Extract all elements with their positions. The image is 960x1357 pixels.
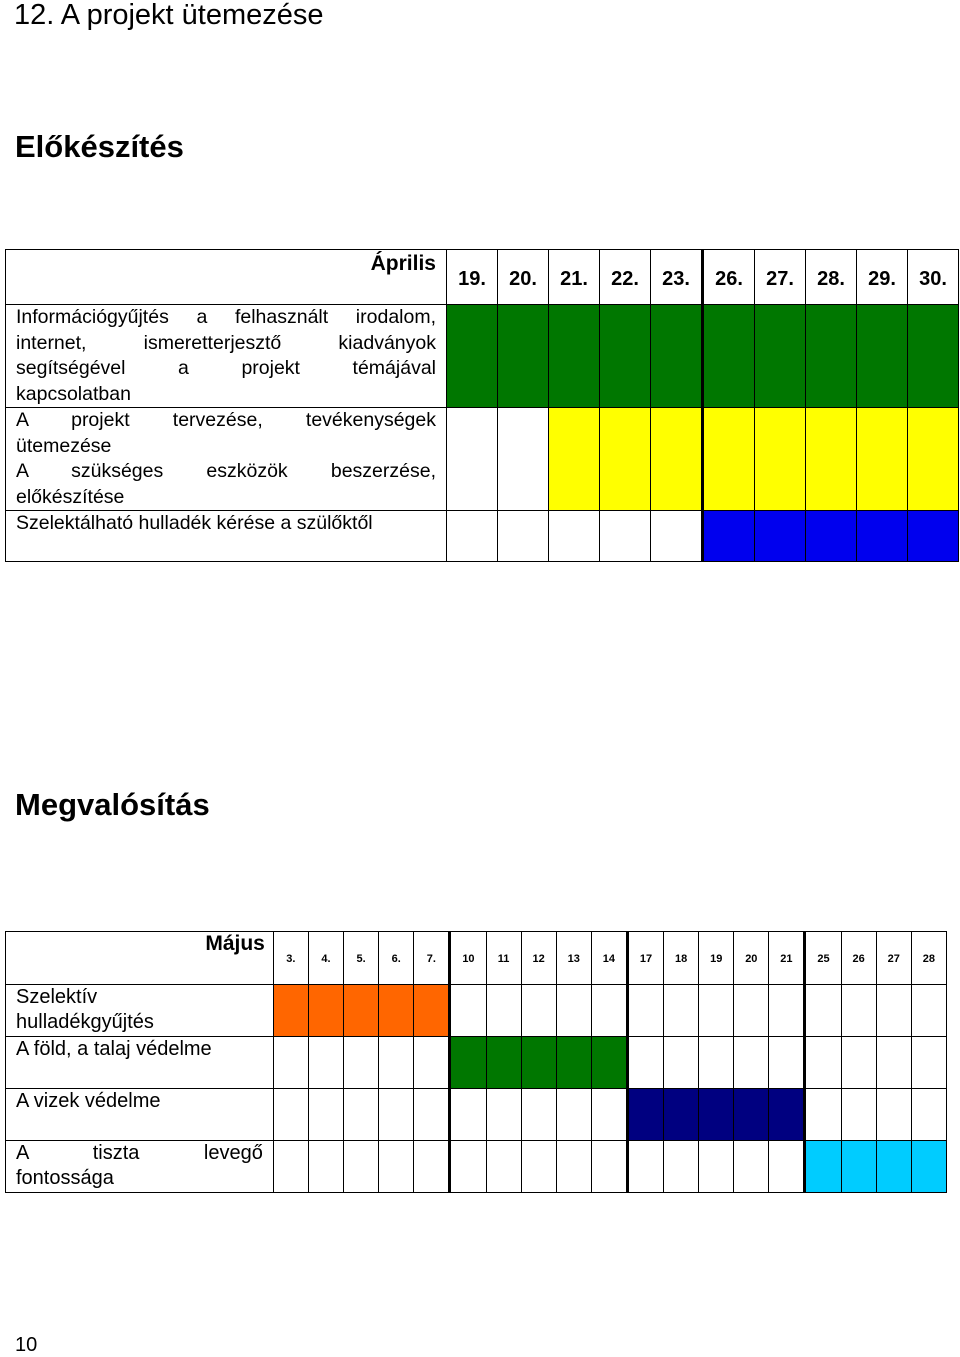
gantt-cell xyxy=(806,408,857,511)
gantt-cell xyxy=(841,1037,876,1089)
impl-day-header: 26 xyxy=(841,932,876,985)
gantt-cell xyxy=(498,305,549,408)
task-line: internet, ismeretterjesztő kiadványok xyxy=(16,331,436,354)
gantt-cell xyxy=(447,305,498,408)
impl-day-header: 4. xyxy=(308,932,343,985)
gantt-cell xyxy=(664,1141,699,1193)
gantt-cell xyxy=(486,1089,521,1141)
prep-day-header: 26. xyxy=(703,250,755,305)
gantt-cell xyxy=(755,305,806,408)
gantt-cell xyxy=(627,1141,663,1193)
impl-task-row xyxy=(6,1037,947,1089)
impl-day-header: 10 xyxy=(450,932,486,985)
gantt-cell xyxy=(857,305,908,408)
task-line: hulladékgyűjtés xyxy=(16,1011,154,1033)
gantt-cell xyxy=(734,1089,769,1141)
gantt-cell xyxy=(486,1037,521,1089)
gantt-cell xyxy=(769,1089,805,1141)
gantt-cell xyxy=(908,408,959,511)
gantt-cell xyxy=(805,1141,841,1193)
gantt-cell xyxy=(308,985,343,1037)
gantt-cell xyxy=(414,985,450,1037)
prep-day-header: 29. xyxy=(857,250,908,305)
impl-day-header: 6. xyxy=(379,932,414,985)
gantt-cell xyxy=(699,1037,734,1089)
impl-day-header: 20 xyxy=(734,932,769,985)
gantt-cell xyxy=(703,408,755,511)
prep-day-header: 30. xyxy=(908,250,959,305)
impl-task-label xyxy=(6,985,274,1037)
gantt-cell xyxy=(521,1037,556,1089)
gantt-cell xyxy=(876,1089,911,1141)
gantt-cell xyxy=(591,985,627,1037)
prep-day-header: 27. xyxy=(755,250,806,305)
gantt-cell xyxy=(591,1037,627,1089)
impl-month-label: Május xyxy=(6,932,274,985)
gantt-cell xyxy=(379,1037,414,1089)
prep-task-row xyxy=(6,408,959,511)
task-line: segítségével a projekt témájával xyxy=(16,357,436,379)
gantt-cell xyxy=(651,408,703,511)
gantt-cell xyxy=(414,1089,450,1141)
impl-task-label xyxy=(6,1089,274,1141)
gantt-cell xyxy=(664,1089,699,1141)
gantt-cell xyxy=(805,985,841,1037)
impl-task-label xyxy=(6,1037,274,1089)
task-line: Információgyűjtés a felhasznált irodalom, xyxy=(16,306,436,328)
gantt-cell xyxy=(734,985,769,1037)
impl-day-header: 13 xyxy=(556,932,591,985)
impl-day-header: 18 xyxy=(664,932,699,985)
prep-task-label xyxy=(6,408,447,511)
prep-gantt-table xyxy=(5,249,959,562)
gantt-cell xyxy=(450,1089,486,1141)
gantt-cell xyxy=(379,1089,414,1141)
gantt-cell xyxy=(549,305,600,408)
gantt-cell xyxy=(857,511,908,562)
gantt-cell xyxy=(664,985,699,1037)
impl-task-row xyxy=(6,985,947,1037)
task-line: ütemezése xyxy=(16,434,112,457)
gantt-cell xyxy=(498,511,549,562)
gantt-cell xyxy=(841,985,876,1037)
gantt-cell xyxy=(556,1089,591,1141)
gantt-cell xyxy=(703,305,755,408)
gantt-cell xyxy=(308,1037,343,1089)
gantt-cell xyxy=(755,511,806,562)
gantt-cell xyxy=(806,305,857,408)
gantt-cell xyxy=(486,1141,521,1193)
gantt-cell xyxy=(273,1037,308,1089)
gantt-cell xyxy=(703,511,755,562)
gantt-cell xyxy=(806,511,857,562)
gantt-cell xyxy=(841,1089,876,1141)
gantt-cell xyxy=(556,985,591,1037)
gantt-cell xyxy=(414,1037,450,1089)
impl-day-header: 11 xyxy=(486,932,521,985)
prep-day-header: 22. xyxy=(600,250,651,305)
gantt-cell xyxy=(308,1089,343,1141)
task-line: A tiszta levegő xyxy=(16,1142,263,1164)
gantt-cell xyxy=(379,1141,414,1193)
gantt-cell xyxy=(556,1037,591,1089)
impl-task-row xyxy=(6,1089,947,1141)
gantt-cell xyxy=(651,305,703,408)
task-line: előkészítése xyxy=(16,485,125,508)
impl-day-header: 19 xyxy=(699,932,734,985)
task-line: A szükséges eszközök beszerzése, xyxy=(16,460,436,482)
impl-gantt-table xyxy=(5,931,947,1193)
page-title: 12. A projekt ütemezése xyxy=(14,0,324,31)
impl-header-row xyxy=(6,932,947,985)
gantt-cell xyxy=(450,1037,486,1089)
task-line: A vizek védelme xyxy=(16,1090,161,1112)
task-line: Szelektív xyxy=(16,986,98,1008)
gantt-cell xyxy=(273,1141,308,1193)
gantt-cell xyxy=(908,305,959,408)
task-line: A föld, a talaj védelme xyxy=(16,1038,212,1060)
gantt-cell xyxy=(447,511,498,562)
gantt-cell xyxy=(549,408,600,511)
prep-task-label xyxy=(6,511,447,562)
task-line: Szelektálható hulladék kérése a szülőktől xyxy=(16,512,373,534)
gantt-cell xyxy=(600,511,651,562)
gantt-cell xyxy=(344,1089,379,1141)
gantt-cell xyxy=(344,985,379,1037)
gantt-cell xyxy=(273,985,308,1037)
gantt-cell xyxy=(699,985,734,1037)
gantt-cell xyxy=(556,1141,591,1193)
gantt-cell xyxy=(911,1037,946,1089)
prep-day-header: 23. xyxy=(651,250,703,305)
gantt-cell xyxy=(911,1141,946,1193)
prep-header-row xyxy=(6,250,959,305)
gantt-cell xyxy=(591,1141,627,1193)
gantt-cell xyxy=(498,408,549,511)
gantt-cell xyxy=(591,1089,627,1141)
gantt-cell xyxy=(379,985,414,1037)
prep-day-header: 19. xyxy=(447,250,498,305)
impl-task-label xyxy=(6,1141,274,1193)
gantt-cell xyxy=(664,1037,699,1089)
impl-day-header: 5. xyxy=(344,932,379,985)
gantt-cell xyxy=(841,1141,876,1193)
prep-month-label: Április xyxy=(6,250,447,305)
gantt-cell xyxy=(450,1141,486,1193)
gantt-cell xyxy=(805,1089,841,1141)
prep-heading: Előkészítés xyxy=(15,129,184,164)
gantt-cell xyxy=(447,408,498,511)
gantt-cell xyxy=(769,1141,805,1193)
gantt-cell xyxy=(549,511,600,562)
gantt-cell xyxy=(911,1089,946,1141)
impl-day-header: 7. xyxy=(414,932,450,985)
gantt-cell xyxy=(521,1089,556,1141)
gantt-cell xyxy=(769,1037,805,1089)
gantt-cell xyxy=(450,985,486,1037)
impl-day-header: 14 xyxy=(591,932,627,985)
impl-day-header: 3. xyxy=(273,932,308,985)
impl-day-header: 27 xyxy=(876,932,911,985)
gantt-cell xyxy=(344,1141,379,1193)
task-line: A projekt tervezése, tevékenységek xyxy=(16,409,436,431)
task-line: kapcsolatban xyxy=(16,382,131,405)
gantt-cell xyxy=(769,985,805,1037)
gantt-cell xyxy=(521,985,556,1037)
prep-day-header: 28. xyxy=(806,250,857,305)
prep-task-label xyxy=(6,305,447,408)
gantt-cell xyxy=(911,985,946,1037)
impl-heading: Megvalósítás xyxy=(15,787,210,822)
gantt-cell xyxy=(651,511,703,562)
gantt-cell xyxy=(755,408,806,511)
gantt-cell xyxy=(600,408,651,511)
gantt-cell xyxy=(876,1037,911,1089)
task-line: fontossága xyxy=(16,1167,114,1189)
gantt-cell xyxy=(627,985,663,1037)
gantt-cell xyxy=(699,1141,734,1193)
gantt-cell xyxy=(521,1141,556,1193)
gantt-cell xyxy=(876,1141,911,1193)
gantt-cell xyxy=(627,1089,663,1141)
prep-day-header: 21. xyxy=(549,250,600,305)
gantt-cell xyxy=(734,1037,769,1089)
prep-day-header: 20. xyxy=(498,250,549,305)
impl-day-header: 17 xyxy=(627,932,663,985)
gantt-cell xyxy=(308,1141,343,1193)
gantt-cell xyxy=(734,1141,769,1193)
gantt-cell xyxy=(627,1037,663,1089)
prep-task-row xyxy=(6,305,959,408)
gantt-cell xyxy=(414,1141,450,1193)
gantt-cell xyxy=(699,1089,734,1141)
gantt-cell xyxy=(857,408,908,511)
gantt-cell xyxy=(908,511,959,562)
gantt-cell xyxy=(486,985,521,1037)
impl-day-header: 28 xyxy=(911,932,946,985)
impl-task-row xyxy=(6,1141,947,1193)
impl-day-header: 25 xyxy=(805,932,841,985)
gantt-cell xyxy=(600,305,651,408)
page-number: 10 xyxy=(15,1334,38,1356)
gantt-cell xyxy=(273,1089,308,1141)
prep-task-row xyxy=(6,511,959,562)
gantt-cell xyxy=(805,1037,841,1089)
impl-day-header: 12 xyxy=(521,932,556,985)
gantt-cell xyxy=(344,1037,379,1089)
gantt-cell xyxy=(876,985,911,1037)
impl-day-header: 21 xyxy=(769,932,805,985)
